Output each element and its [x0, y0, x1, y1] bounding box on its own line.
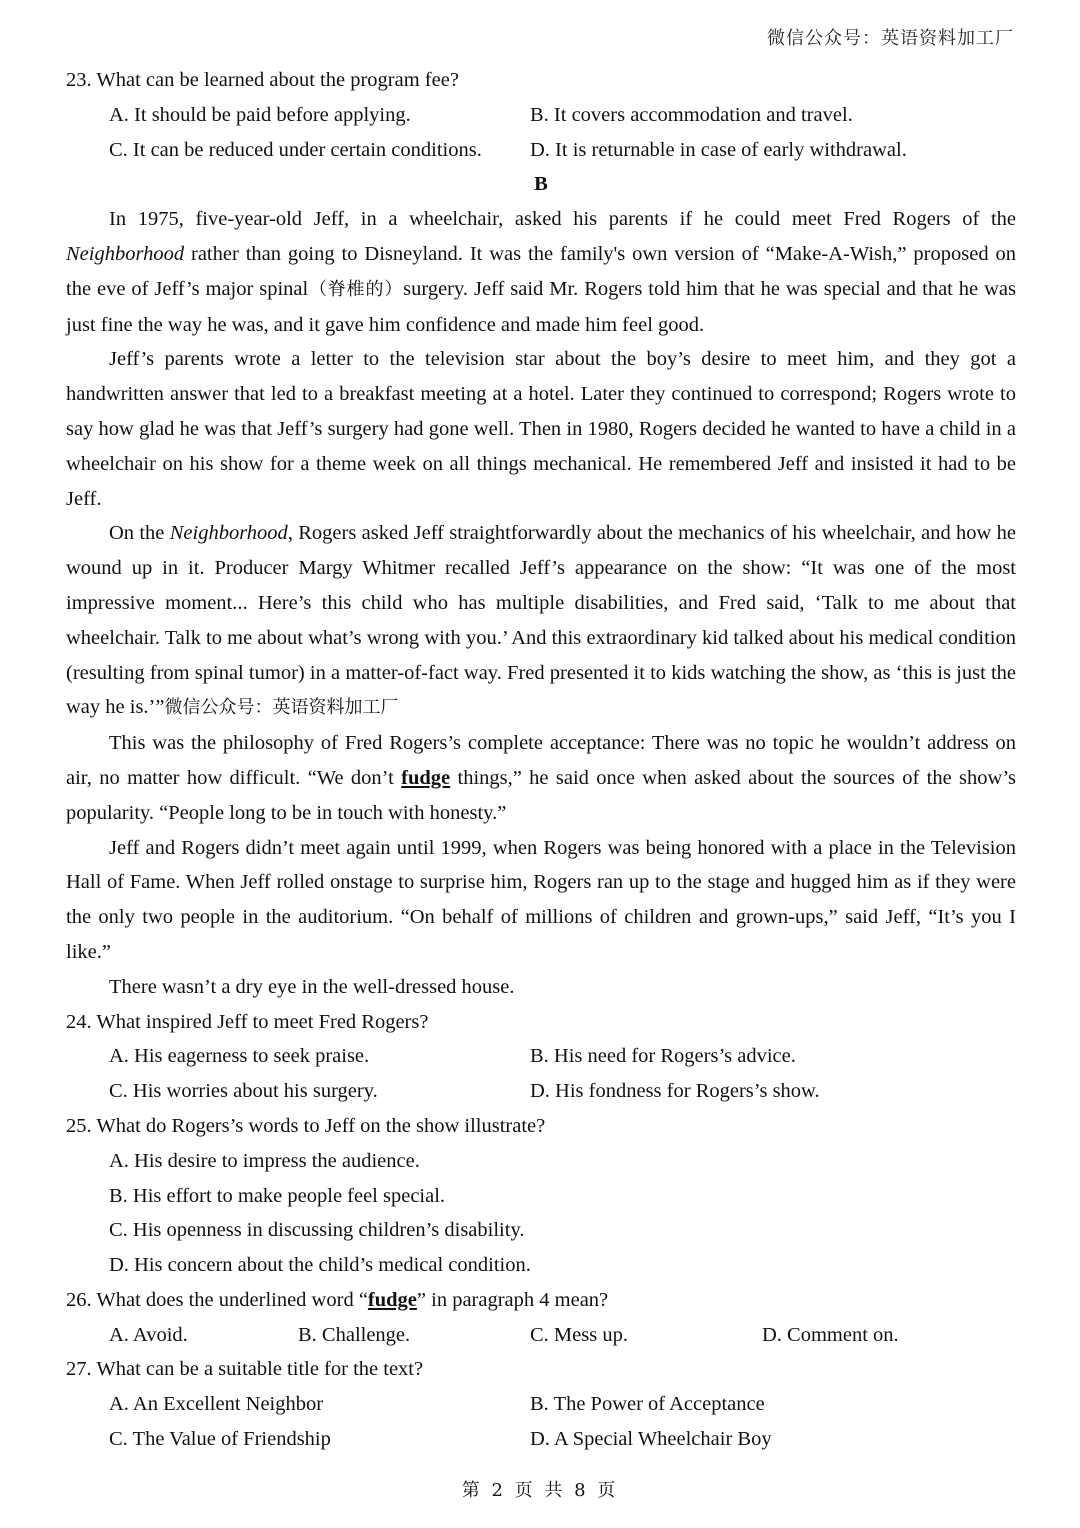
page-number: 第 2 页 共 8 页	[461, 1480, 619, 1501]
option-a: A. It should be paid before applying.	[109, 103, 411, 126]
question-26	[66, 1283, 1016, 1353]
option-d: D. Comment on.	[762, 1323, 899, 1346]
option-d: D. A Special Wheelchair Boy	[530, 1428, 772, 1451]
passage-paragraph-3	[66, 516, 1016, 726]
question-25	[66, 1109, 1016, 1283]
inline-watermark: 微信公众号：英语资料加工厂	[164, 697, 399, 719]
options-row	[66, 1387, 1016, 1422]
question-27	[66, 1352, 1016, 1456]
italic-title: Neighborhood	[66, 242, 185, 265]
option-c: C. His openness in discussing children’s disability.	[109, 1219, 525, 1242]
question-stem: 25. What do Rogers’s words to Jeff on the show illustrate?	[66, 1114, 546, 1137]
option-c: C. It can be reduced under certain conditions.	[109, 138, 482, 161]
section-label: B	[534, 173, 548, 196]
option-d: D. His fondness for Rogers’s show.	[530, 1080, 820, 1103]
passage-paragraph-5: Jeff and Rogers didn’t meet again until 1999, when Rogers was being honored with a place in the Television Hall of Fame. When Jeff rolled onstage to surprise him, Rogers ran up to the stage and hugged him as if they were the only two people in the auditorium. “On behalf of millions of children and grown-ups,” said Jeff, “It’s you I like.”	[66, 836, 1016, 963]
header-watermark: 微信公众号：英语资料加工厂	[767, 28, 1014, 49]
text-run: 26. What does the underlined word “	[66, 1288, 368, 1311]
question-stem: 23. What can be learned about the program fee?	[66, 69, 459, 91]
text-run: surgery. Jeff said Mr. Rogers told him that he was special and that he was just fine the way he was, and it gave him confidence and made him feel good.	[66, 277, 1016, 336]
option-b: B. The Power of Acceptance	[530, 1393, 765, 1416]
text-run: On the	[109, 522, 170, 545]
italic-title: Neighborhood	[169, 522, 288, 545]
text-run: In 1975, five-year-old Jeff, in a wheelchair, asked his parents if he could meet Fred Rogers of the	[109, 208, 1016, 231]
options-row	[66, 1074, 1016, 1109]
question-stem: 24. What inspired Jeff to meet Fred Rogers?	[66, 1010, 429, 1033]
text-run: ” in paragraph 4 mean?	[416, 1288, 609, 1311]
option-b: B. His effort to make people feel special.	[109, 1184, 446, 1207]
option-a: A. His desire to impress the audience.	[109, 1149, 420, 1172]
option-a: A. His eagerness to seek praise.	[109, 1045, 370, 1068]
options-row	[66, 1422, 1016, 1457]
option-c: C. The Value of Friendship	[109, 1428, 331, 1451]
option-c: C. Mess up.	[530, 1323, 628, 1346]
options-row	[66, 1039, 1016, 1074]
question-stem: 27. What can be a suitable title for the text?	[66, 1358, 424, 1381]
text-run: rather than going to Disneyland. It was the family's own version of “Make-A-Wish,” proposed on the eve of Jeff’s major spinal	[66, 242, 1016, 300]
option-d: D. His concern about the child’s medical condition.	[109, 1254, 531, 1277]
chinese-gloss: （脊椎的）	[308, 278, 404, 300]
text-run: , Rogers asked Jeff straightforwardly about the mechanics of his wheelchair, and how he wound up in it. Producer Margy Whitmer recalled Jeff’s appearance on the show: “It was one of the most impressive moment... Here’s this child who has multiple disabilities, and Fred said, ‘Talk to me about that wheelchair. Talk to me about what’s wrong with you.’ And this extraordinary kid talked about his medical condition (resulting from spinal tumor) in a matter-of-fact way. Fred presented it to kids watching the show, as ‘this is just the way he is.’”	[66, 522, 1016, 719]
option-d: D. It is returnable in case of early withdrawal.	[530, 138, 907, 161]
option-a: A. An Excellent Neighbor	[109, 1393, 324, 1416]
underlined-word: fudge	[367, 1288, 417, 1311]
exam-page	[66, 63, 1016, 1457]
passage-paragraph-6: There wasn’t a dry eye in the well-dressed house.	[109, 975, 515, 998]
options-row	[66, 133, 1016, 168]
question-24	[66, 1005, 1016, 1109]
text-run: things,” he said once when asked about the sources of the show’s popularity. “People long to be in touch with honesty.”	[66, 766, 1017, 824]
option-a: A. Avoid.	[109, 1323, 188, 1346]
passage-paragraph-4	[66, 726, 1016, 830]
option-c: C. His worries about his surgery.	[109, 1080, 378, 1103]
question-stem	[66, 1283, 1016, 1318]
options-row	[66, 98, 1016, 133]
text-run: This was the philosophy of Fred Rogers’s complete acceptance: There was no topic he wouldn’t address on air, no matter how difficult. “We don’t	[66, 732, 1016, 789]
option-b: B. It covers accommodation and travel.	[530, 103, 853, 126]
option-b: B. Challenge.	[298, 1323, 411, 1346]
question-23	[66, 63, 1016, 167]
underlined-word: fudge	[401, 766, 451, 789]
options-row	[66, 1318, 1016, 1353]
passage-paragraph-2: Jeff’s parents wrote a letter to the television star about the boy’s desire to meet him, and they got a handwritten answer that led to a breakfast meeting at a hotel. Later they continued to correspond; Rogers wrote to say how glad he was that Jeff’s surgery had gone well. Then in 1980, Rogers decided he wanted to have a child in a wheelchair on his show for a theme week on all things mechanical. He remembered Jeff and insisted it had to be Jeff.	[66, 348, 1016, 510]
option-b: B. His need for Rogers’s advice.	[530, 1045, 796, 1068]
passage-paragraph-1	[66, 202, 1016, 342]
